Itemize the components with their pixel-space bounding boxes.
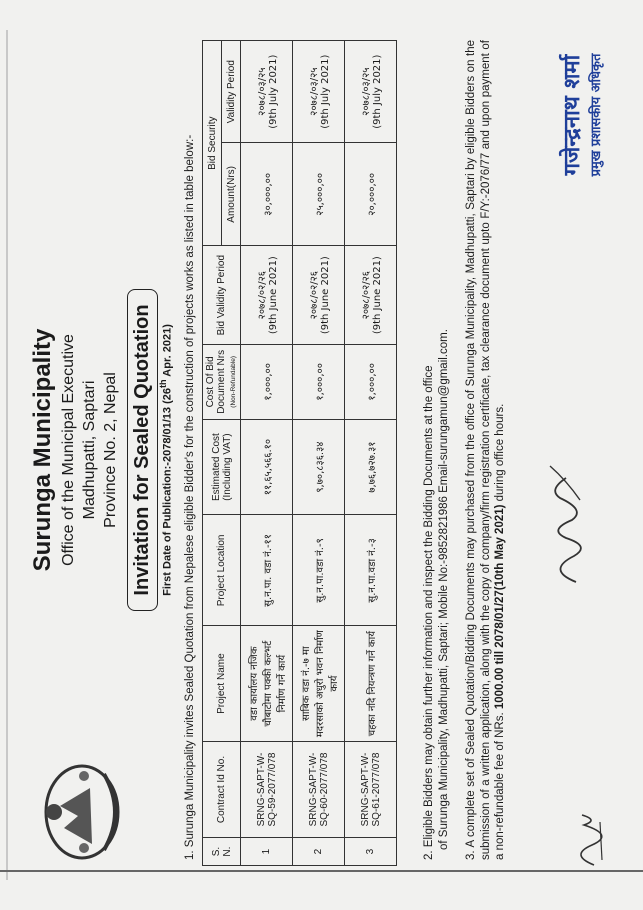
header-project-name: Project Name bbox=[203, 626, 241, 742]
projects-table bbox=[202, 40, 397, 866]
header-location: Project Location bbox=[203, 515, 241, 626]
province: Province No. 2, Nepal bbox=[102, 372, 119, 528]
cell-project-name: चहका नदि नियन्त्रण गर्ने कार्य bbox=[345, 626, 397, 742]
cell-sn: 2 bbox=[293, 838, 345, 866]
table-row bbox=[293, 41, 345, 866]
paragraph-2: 2. Eligible Bidders may obtain further information and inspect the Bidding Documents at the office of Surunga Municipality, Madhupatti, Saptari; Mobile No:-9852821986 Email-surungamun@gmail.com. bbox=[423, 329, 450, 860]
office-name: Office of the Municipal Executive bbox=[60, 334, 77, 566]
table-row bbox=[345, 41, 397, 866]
cell-location: सु.न.पा.वडा नं.-९ bbox=[293, 515, 345, 626]
table-header-row bbox=[203, 41, 222, 866]
cell-validity: २०७८/०२/२६ (9th June 2021) bbox=[241, 246, 293, 345]
cell-amount: २०,०००,०० bbox=[345, 143, 397, 246]
cell-project-name: वडा कार्यालय नजिक चौबाटोमा पक्की कल्भर्ट निर्माण गर्ने कार्य bbox=[241, 626, 293, 742]
cell-sn: 3 bbox=[345, 838, 397, 866]
cell-location: सु.न.पा.वडा नं.-३ bbox=[345, 515, 397, 626]
cell-sec-validity: २०७८/०३/२५ (9th July 2021) bbox=[345, 41, 397, 143]
officer-stamp bbox=[556, 30, 604, 200]
cell-sec-validity: २०७८/०३/२५ (9th July 2021) bbox=[293, 41, 345, 143]
cell-doc-cost: १,०००,०० bbox=[241, 344, 293, 419]
header-sn: S. N. bbox=[203, 838, 241, 866]
header-contract: Contract Id No. bbox=[203, 741, 241, 837]
notice-header bbox=[28, 210, 158, 690]
header-bid-security: Bid Security bbox=[203, 41, 222, 246]
signature-icon bbox=[536, 460, 596, 590]
notice-title: Invitation for Sealed Quotation bbox=[127, 289, 158, 610]
publication-date: First Date of Publication:-2078/01/13 (26th Apr. 2021) bbox=[158, 324, 174, 596]
header-security-validity: Validity Period bbox=[222, 41, 241, 143]
cell-cost: ११,६५,५६६.१० bbox=[241, 419, 293, 515]
header-bid-validity: Bid Validity Period bbox=[203, 246, 241, 345]
org-name: Surunga Municipality bbox=[29, 328, 56, 572]
rotated-notice bbox=[16, 14, 627, 890]
cell-validity: २०७८/०२/२६ (9th June 2021) bbox=[293, 246, 345, 345]
header-estimated-cost: Estimated Cost (Including VAT) bbox=[203, 419, 241, 515]
cell-sec-validity: २०७८/०३/२५ (9th July 2021) bbox=[241, 41, 293, 143]
cell-doc-cost: १,०००,०० bbox=[293, 344, 345, 419]
cell-cost: ९,७०,८३६.३४ bbox=[293, 419, 345, 515]
intro-paragraph: 1. Surunga Municipality invites Sealed Quotation from Nepalese eligible Bidder's for the construction of projects works as listed in table below:- bbox=[184, 134, 196, 860]
cell-doc-cost: १,०००,०० bbox=[345, 344, 397, 419]
officer-title: प्रमुख प्रशासकीय अधिकृत bbox=[589, 53, 604, 177]
officer-name: गजेन्द्रनाथ शर्मा bbox=[560, 54, 585, 176]
cell-amount: ३०,०००,०० bbox=[241, 143, 293, 246]
cell-amount: २५,०००,०० bbox=[293, 143, 345, 246]
cell-location: सु.न.पा. वडा नं.-११ bbox=[241, 515, 293, 626]
initials-signature-icon bbox=[564, 810, 608, 870]
page-edge-line bbox=[6, 30, 8, 880]
nepal-emblem-icon bbox=[34, 756, 124, 868]
cell-cost: ७,७६,७२७.३१ bbox=[345, 419, 397, 515]
header-amount: Amount(Nrs) bbox=[222, 143, 241, 246]
cell-sn: 1 bbox=[241, 838, 293, 866]
office-address: Madhupatti, Saptari bbox=[81, 380, 98, 520]
cell-contract: SRNG-SAPT-W-SQ-59-2077/078 bbox=[241, 741, 293, 837]
cell-project-name: साबिक वडा नं.-७ मा मदरसाको अधुरो भवन निर्माण कार्य bbox=[293, 626, 345, 742]
cell-contract: SRNG-SAPT-W-SQ-61-2077/078 bbox=[345, 741, 397, 837]
cell-contract: SRNG-SAPT-W-SQ-60-2077/078 bbox=[293, 741, 345, 837]
paragraph-3: 3. A complete set of Sealed Quotation/Bidding Documents may purchased from the office of Surunga Municipality, Madhupatti, Saptari by eligible Bidders on the submission of a written application, along with the copy of company/firm registration certificate, tax clearance document upto F/Y:-2076/77 and upon payment of a non-refundable fee of NRs. 1000.00 till 2078/01/27(10th May 2021) during office hours. bbox=[465, 40, 506, 860]
table-row bbox=[241, 41, 293, 866]
cell-validity: २०७८/०२/२६ (9th June 2021) bbox=[345, 246, 397, 345]
header-doc-cost: Cost Of Bid Document Nrs (Non-Refundable) bbox=[203, 344, 241, 419]
